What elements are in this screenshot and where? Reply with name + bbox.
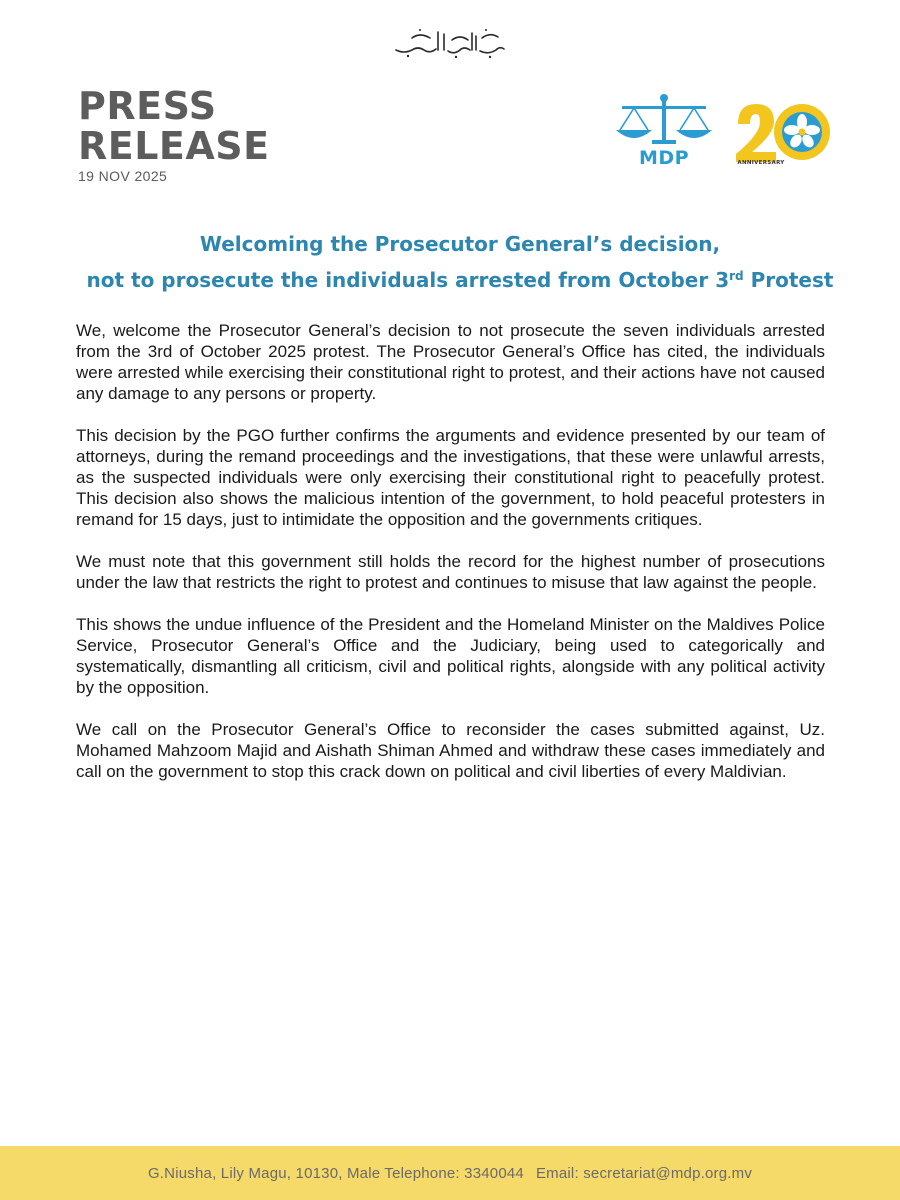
press-release-body <box>76 320 825 803</box>
anniversary-label: ANNIVERSARY <box>737 160 785 166</box>
headline-line2-main: not to prosecute the individuals arrested from October 3 <box>86 268 730 292</box>
footer-bar <box>0 1146 900 1200</box>
body-paragraph: This decision by the PGO further confirms the arguments and evidence presented by our team of attorneys, during the remand proceedings and the investigations, that these were unlawful arrests, as the suspected individuals were only exercising their constitutional right to peacefully protest. This decision also shows the malicious intention of the government, to hold peaceful protesters in remand for 15 days, just to intimidate the opposition and the governments critiques. <box>76 426 825 529</box>
press-release-header <box>78 86 378 184</box>
headline-ordinal: rd <box>729 269 744 283</box>
release-date: 19 NOV 2025 <box>78 168 168 184</box>
body-paragraph: This shows the undue influence of the President and the Homeland Minister on the Maldives Police Service, Prosecutor General’s Office and the Judiciary, being used to categorically and systematically, dismantling all criticism, civil and political rights, alongside with any political activity by the opposition. <box>76 615 825 697</box>
headline <box>60 226 860 298</box>
mdp-label: MDP <box>638 147 690 169</box>
footer-address: G.Niusha, Lily Magu, 10130, Male Telephone: 3340044 <box>147 1164 524 1182</box>
press-title-line2: RELEASE <box>78 124 270 168</box>
footer-email: Email: secretariat@mdp.org.mv <box>535 1164 753 1182</box>
bismillah-calligraphy <box>0 22 900 62</box>
headline-line2-end: Protest <box>743 268 834 292</box>
logos <box>612 92 832 177</box>
body-paragraph: We must note that this government still holds the record for the highest number of prosecutions under the law that restricts the right to protest and continues to misuse that law against the people. <box>76 552 825 592</box>
headline-line1: Welcoming the Prosecutor General’s decision, <box>199 232 721 256</box>
body-paragraph: We, welcome the Prosecutor General’s decision to not prosecute the seven individuals arrested from the 3rd of October 2025 protest. The Prosecutor General’s Office has cited, the individuals were arrested while exercising their constitutional right to protest, and their actions have not caused any damage to any persons or property. <box>76 321 825 403</box>
press-title-line1: PRESS <box>78 84 217 128</box>
bismillah-calligraphy-icon <box>390 24 510 60</box>
headline-line2 <box>60 262 860 298</box>
body-paragraph: We call on the Prosecutor General’s Office to reconsider the cases submitted against, Uz. Mohamed Mahzoom Majid and Aishath Shiman Ahmed and withdraw these cases immediately and call on the government to stop this crack down on political and civil liberties of every Maldivian. <box>76 720 825 781</box>
